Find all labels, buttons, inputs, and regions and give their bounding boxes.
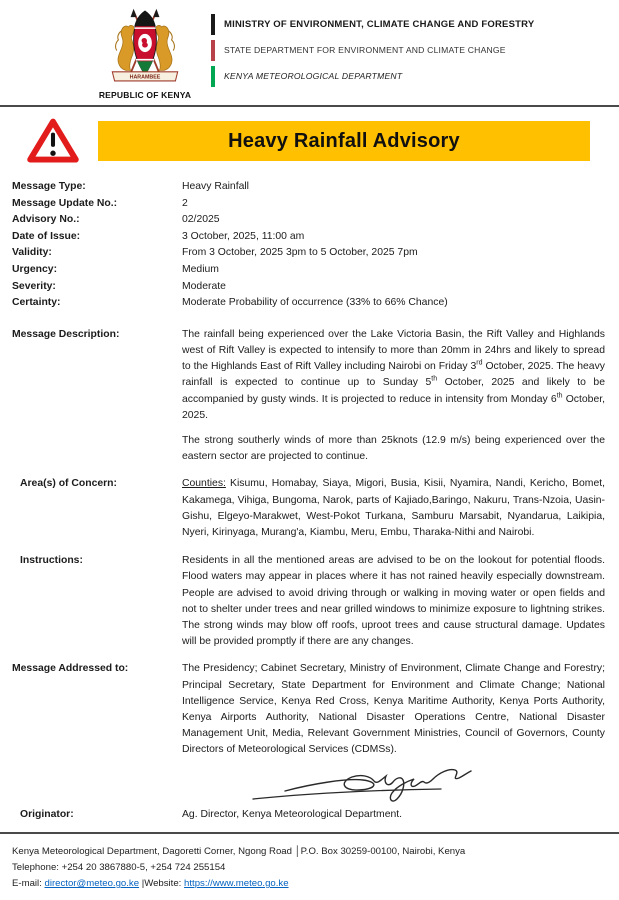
section-originator: [0, 807, 619, 823]
meta-row-date-of-issue: [0, 229, 619, 246]
advisory-title-banner: [98, 121, 590, 161]
meta-value: Heavy Rainfall: [182, 181, 249, 192]
originator-label: Originator:: [20, 808, 74, 820]
met-department-line: [211, 65, 534, 87]
instructions-paragraph: Residents in all the mentioned areas are advised to be on the lookout for potential floods. Flood waters may appear in places where it has not rained heavily especially downstream. People are advised to avoid driving through or walking in moving water or open fields and not to shelter under trees and near grilled windows to minimize exposure to lightning strikes. The strong winds may blow off roofs, uproot trees and cause structural damage. Updates will be provided promptly if there are any changes.: [182, 555, 605, 648]
meta-row-severity: [0, 279, 619, 296]
counties-list: Kisumu, Homabay, Siaya, Migori, Busia, Kisii, Nyamira, Nandi, Kericho, Bomet, Kakamega, Vihiga, Bungoma, Narok, parts of Kajiado,Baringo, Nakuru, Trans-Nzoia, Uasin-Gishu, Elgeyo-Marakwet, West-Pokot Turkana, Samburu Marsabit, Nyandarua, Laikipia, Nyeri, Kirinyaga, Murang'a, Kiambu, Meru, Embu, Tharaka-Nithi and Nairobi.: [182, 478, 605, 538]
meta-label: Advisory No.:: [12, 214, 80, 226]
advisory-banner-row: [0, 107, 619, 166]
signature-row: [0, 763, 619, 805]
meta-value: Moderate Probability of occurrence (33% to 66% Chance): [182, 297, 448, 309]
advisory-body: [0, 179, 619, 823]
section-instructions: [0, 553, 619, 650]
meta-value: 3 October, 2025, 11:00 am: [182, 230, 305, 242]
metadata-table: [0, 179, 619, 312]
section-message-addressed-to: [0, 661, 619, 758]
meta-label: Message Update No.:: [12, 197, 118, 209]
meta-label: Validity:: [12, 247, 52, 259]
harambee-motto: HARAMBEE: [129, 74, 161, 81]
meta-value: Medium: [182, 263, 219, 275]
signature-image: [182, 763, 605, 805]
section-message-description: [0, 327, 619, 466]
description-para-1: The rainfall being experienced over the Lake Victoria Basin, the Rift Valley and Highlands west of Rift Valley is expected to intensify to more than 20mm in 24hrs and likely to spread to the Highlands East of Rift Valley including Nairobi on Friday 3rd October, 2025. The heavy rainfall is expected to continue up to Sunday 5th October, 2025 and likely to be accompanied by gusty winds. It is projected to reduce in intensity from Monday 6th October, 2025.: [182, 328, 605, 421]
addressed-body: [182, 661, 605, 758]
meta-label: Certainty:: [12, 297, 61, 309]
description-body: [182, 327, 605, 466]
black-bar: [211, 14, 215, 35]
warning-triangle-icon: [26, 116, 80, 166]
areas-body: [182, 476, 605, 541]
meta-row-advisory-no: [0, 212, 619, 229]
footer: [0, 832, 619, 900]
footer-address-line: Kenya Meteorological Department, Dagoretti Corner, Ngong Road │P.O. Box 30259-00100, Nairobi, Kenya: [12, 846, 466, 857]
originator-value: Ag. Director, Kenya Meteorological Department.: [182, 808, 403, 820]
letterhead: [0, 0, 619, 100]
footer-telephone-line: Telephone: +254 20 3867880-5, +254 724 255154: [12, 862, 226, 873]
kenya-coat-of-arms-icon: [103, 8, 187, 84]
state-department-line: [211, 39, 534, 61]
meta-value: Moderate: [182, 280, 226, 292]
ministry-line: [211, 13, 534, 35]
meta-row-message-type: [0, 179, 619, 196]
email-link[interactable]: director@meteo.go.ke: [44, 878, 140, 889]
state-department-title: STATE DEPARTMENT FOR ENVIRONMENT AND CLIMATE CHANGE: [224, 45, 506, 55]
website-link[interactable]: https://www.meteo.go.ke: [184, 878, 289, 889]
description-para-2: The strong southerly winds of more than 25knots (12.9 m/s) being experienced over the eastern sector are projected to continue.: [182, 434, 605, 463]
meta-row-validity: [0, 245, 619, 262]
description-label: Message Description:: [12, 328, 120, 340]
meta-label: Date of Issue:: [12, 230, 81, 242]
areas-label: Area(s) of Concern:: [20, 478, 117, 490]
instructions-label: Instructions:: [20, 555, 83, 567]
coat-of-arms-block: [95, 8, 195, 100]
originator-body: [182, 807, 605, 823]
addressed-paragraph: The Presidency; Cabinet Secretary, Ministry of Environment, Climate Change and Forestry; Principal Secretary, State Department for Environment and Climate Change; National Intelligence Service, Kenya Red Cross, Kenya Maritime Authority, Kenya Ports Authority, Kenya Airports Authority, National Disaster Operations Centre, National Disaster Management Unit, Media, Relevant Government Ministries, Council of Governors, County Directors of Meteorological Services (CDMSs).: [182, 663, 605, 756]
meta-row-update-no: [0, 196, 619, 213]
instructions-body: [182, 553, 605, 650]
ministry-title: MINISTRY OF ENVIRONMENT, CLIMATE CHANGE AND FORESTRY: [224, 18, 535, 30]
republic-caption: REPUBLIC OF KENYA: [98, 90, 192, 100]
section-areas-of-concern: [0, 476, 619, 541]
signature-spacer: [12, 763, 182, 805]
meta-label: Urgency:: [12, 263, 58, 275]
meta-row-certainty: [0, 295, 619, 312]
counties-underlined-label: Counties:: [182, 478, 226, 490]
green-bar: [211, 66, 215, 87]
meta-label: Message Type:: [12, 181, 86, 192]
footer-links-line: [12, 876, 607, 892]
areas-paragraph: [182, 476, 605, 541]
website-prefix: |Website:: [139, 878, 185, 889]
meta-label: Severity:: [12, 280, 56, 292]
advisory-title: Heavy Rainfall Advisory: [228, 129, 460, 152]
red-bar: [211, 40, 215, 61]
department-titles: [211, 8, 534, 91]
meta-value: 02/2025: [182, 214, 220, 226]
meta-value: 2: [182, 197, 188, 209]
meta-value: From 3 October, 2025 3pm to 5 October, 2025 7pm: [182, 247, 418, 259]
met-department-title: KENYA METEOROLOGICAL DEPARTMENT: [224, 71, 403, 81]
addressed-label: Message Addressed to:: [12, 663, 129, 675]
meta-row-urgency: [0, 262, 619, 279]
email-prefix: E-mail:: [12, 878, 45, 889]
